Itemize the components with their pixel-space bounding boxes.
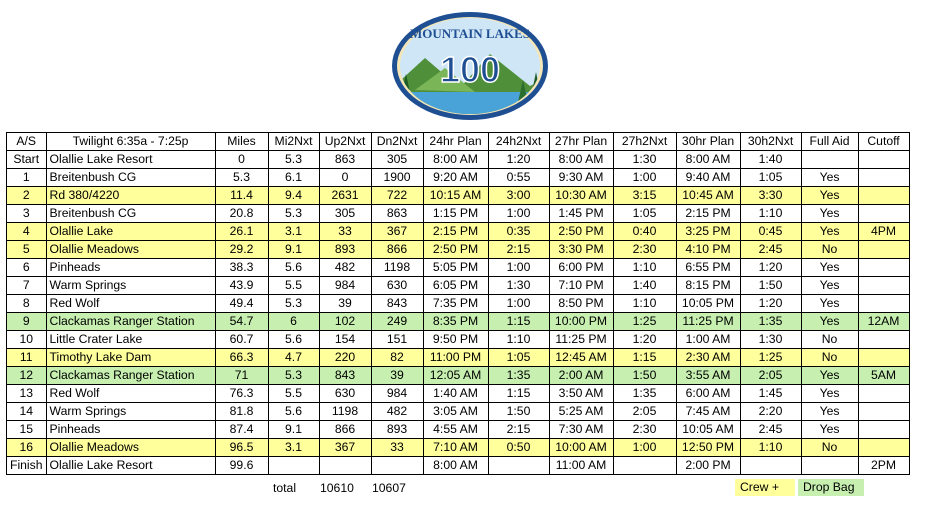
- table-cell: 87.4: [215, 421, 268, 439]
- table-cell: 305: [319, 205, 371, 223]
- column-header: Dn2Nxt: [371, 133, 423, 151]
- table-cell: 984: [319, 277, 371, 295]
- table-cell: Yes: [801, 295, 858, 313]
- table-cell: Breitenbush CG: [46, 205, 215, 223]
- table-cell: 1:30: [613, 151, 676, 169]
- table-cell: 54.7: [215, 313, 268, 331]
- table-cell: 1:15: [613, 349, 676, 367]
- table-cell: Yes: [801, 313, 858, 331]
- table-cell: [488, 457, 549, 475]
- table-cell: [801, 457, 858, 475]
- table-cell: 10:05 PM: [676, 295, 740, 313]
- table-cell: [268, 457, 319, 475]
- table-cell: 1:20: [740, 259, 801, 277]
- table-cell: Warm Springs: [46, 403, 215, 421]
- table-row: [7, 295, 910, 313]
- table-cell: 1:00: [613, 169, 676, 187]
- table-cell: Pinheads: [46, 259, 215, 277]
- table-cell: 7: [7, 277, 47, 295]
- table-cell: 154: [319, 331, 371, 349]
- table-cell: [858, 205, 909, 223]
- table-cell: 10:45 AM: [676, 187, 740, 205]
- column-header: Cutoff: [858, 133, 909, 151]
- table-cell: 2PM: [858, 457, 909, 475]
- table-cell: 5.3: [268, 367, 319, 385]
- table-cell: 2:15: [488, 421, 549, 439]
- table-cell: 5.3: [268, 151, 319, 169]
- table-cell: 2:30: [613, 421, 676, 439]
- table-cell: 2:00 PM: [676, 457, 740, 475]
- table-cell: 9:40 AM: [676, 169, 740, 187]
- logo-number: 100: [439, 49, 501, 90]
- table-cell: 893: [319, 241, 371, 259]
- table-cell: 4:55 AM: [423, 421, 488, 439]
- table-cell: Olallie Lake: [46, 223, 215, 241]
- table-cell: 2: [7, 187, 47, 205]
- table-cell: 4.7: [268, 349, 319, 367]
- table-cell: 10:00 AM: [549, 439, 613, 457]
- table-cell: [858, 295, 909, 313]
- table-cell: 9.4: [268, 187, 319, 205]
- table-cell: 1:00: [613, 439, 676, 457]
- table-cell: 5.5: [268, 277, 319, 295]
- table-cell: 1:05: [740, 169, 801, 187]
- table-cell: 3:30: [740, 187, 801, 205]
- table-cell: Yes: [801, 223, 858, 241]
- table-row: [7, 421, 910, 439]
- table-cell: Finish: [7, 457, 47, 475]
- table-cell: 630: [371, 277, 423, 295]
- table-cell: 1:10: [488, 331, 549, 349]
- table-cell: Yes: [801, 421, 858, 439]
- column-header: 24hr Plan: [423, 133, 488, 151]
- table-cell: [858, 259, 909, 277]
- table-cell: Warm Springs: [46, 277, 215, 295]
- table-cell: 482: [319, 259, 371, 277]
- table-cell: 1:45 PM: [549, 205, 613, 223]
- table-cell: 43.9: [215, 277, 268, 295]
- table-cell: 11: [7, 349, 47, 367]
- table-cell: 2:15: [488, 241, 549, 259]
- table-cell: 2:30: [613, 241, 676, 259]
- table-cell: 20.8: [215, 205, 268, 223]
- mountain-lakes-100-logo: [390, 10, 550, 122]
- table-cell: 8:15 PM: [676, 277, 740, 295]
- table-cell: Yes: [801, 385, 858, 403]
- table-row: [7, 151, 910, 169]
- table-cell: 9.1: [268, 421, 319, 439]
- table-row: [7, 457, 910, 475]
- table-cell: 10:05 AM: [676, 421, 740, 439]
- table-row: [7, 205, 910, 223]
- table-cell: 9:50 PM: [423, 331, 488, 349]
- table-cell: 1:05: [613, 205, 676, 223]
- table-cell: Pinheads: [46, 421, 215, 439]
- table-cell: [858, 349, 909, 367]
- table-cell: [371, 457, 423, 475]
- table-cell: 3.1: [268, 439, 319, 457]
- table-cell: [740, 457, 801, 475]
- table-cell: 1:15: [488, 313, 549, 331]
- table-cell: [858, 439, 909, 457]
- table-cell: 12:50 PM: [676, 439, 740, 457]
- table-cell: 220: [319, 349, 371, 367]
- table-cell: 1:15 PM: [423, 205, 488, 223]
- table-cell: 14: [7, 403, 47, 421]
- table-cell: Olallie Lake Resort: [46, 457, 215, 475]
- table-cell: 76.3: [215, 385, 268, 403]
- table-cell: [858, 403, 909, 421]
- table-cell: 866: [319, 421, 371, 439]
- table-cell: 5.6: [268, 331, 319, 349]
- table-cell: [858, 151, 909, 169]
- table-cell: 2:50 PM: [423, 241, 488, 259]
- table-cell: 99.6: [215, 457, 268, 475]
- column-header: Miles: [215, 133, 268, 151]
- table-cell: Yes: [801, 187, 858, 205]
- table-cell: No: [801, 349, 858, 367]
- table-cell: 1:20: [613, 331, 676, 349]
- table-cell: 1:00: [488, 205, 549, 223]
- table-cell: 843: [319, 367, 371, 385]
- table-cell: 96.5: [215, 439, 268, 457]
- table-cell: 10:15 AM: [423, 187, 488, 205]
- column-header: Up2Nxt: [319, 133, 371, 151]
- table-cell: 866: [371, 241, 423, 259]
- table-cell: 2:45: [740, 241, 801, 259]
- table-cell: 33: [319, 223, 371, 241]
- table-cell: 3:25 PM: [676, 223, 740, 241]
- table-row: [7, 223, 910, 241]
- table-row: [7, 169, 910, 187]
- table-cell: 5.6: [268, 259, 319, 277]
- table-cell: 10:00 PM: [549, 313, 613, 331]
- table-cell: 102: [319, 313, 371, 331]
- table-cell: [858, 241, 909, 259]
- table-cell: 5.3: [268, 295, 319, 313]
- table-cell: 7:45 AM: [676, 403, 740, 421]
- table-cell: 81.8: [215, 403, 268, 421]
- table-row: [7, 385, 910, 403]
- table-cell: 8:50 PM: [549, 295, 613, 313]
- table-cell: 11:00 PM: [423, 349, 488, 367]
- table-cell: 6:00 PM: [549, 259, 613, 277]
- table-cell: Yes: [801, 169, 858, 187]
- table-cell: 5.6: [268, 403, 319, 421]
- table-cell: 1198: [319, 403, 371, 421]
- table-row: [7, 349, 910, 367]
- table-cell: 49.4: [215, 295, 268, 313]
- table-cell: 8:35 PM: [423, 313, 488, 331]
- table-cell: 1:30: [488, 277, 549, 295]
- table-cell: Clackamas Ranger Station: [46, 367, 215, 385]
- table-cell: Breitenbush CG: [46, 169, 215, 187]
- table-cell: 82: [371, 349, 423, 367]
- aid-station-schedule-table: [6, 132, 910, 475]
- table-cell: 863: [371, 205, 423, 223]
- table-row: [7, 313, 910, 331]
- table-cell: 1:40: [740, 151, 801, 169]
- table-cell: 4: [7, 223, 47, 241]
- table-cell: 1:45: [740, 385, 801, 403]
- legend-crew: Crew +: [735, 479, 795, 496]
- table-cell: 39: [319, 295, 371, 313]
- table-cell: [801, 151, 858, 169]
- table-cell: 2:00 AM: [549, 367, 613, 385]
- table-cell: 26.1: [215, 223, 268, 241]
- table-cell: No: [801, 331, 858, 349]
- table-cell: 1:30: [740, 331, 801, 349]
- table-row: [7, 439, 910, 457]
- table-cell: 16: [7, 439, 47, 457]
- table-row: [7, 277, 910, 295]
- table-cell: 8:00 AM: [423, 457, 488, 475]
- table-cell: 984: [371, 385, 423, 403]
- table-cell: 1:25: [740, 349, 801, 367]
- table-cell: 9:30 AM: [549, 169, 613, 187]
- table-cell: 1:20: [488, 151, 549, 169]
- table-cell: 12: [7, 367, 47, 385]
- table-cell: 6.1: [268, 169, 319, 187]
- total-down: 10607: [372, 481, 406, 495]
- table-cell: 151: [371, 331, 423, 349]
- column-header: Mi2Nxt: [268, 133, 319, 151]
- table-cell: 6:00 AM: [676, 385, 740, 403]
- table-cell: 1:00 AM: [676, 331, 740, 349]
- table-row: [7, 187, 910, 205]
- table-cell: Timothy Lake Dam: [46, 349, 215, 367]
- table-cell: 5:05 PM: [423, 259, 488, 277]
- legend-drop-bag: Drop Bag: [798, 479, 864, 496]
- table-cell: 0: [319, 169, 371, 187]
- total-up: 10610: [320, 481, 354, 495]
- header-row: [7, 133, 910, 151]
- table-cell: 11.4: [215, 187, 268, 205]
- table-cell: 7:35 PM: [423, 295, 488, 313]
- table-cell: 3:30 PM: [549, 241, 613, 259]
- table-cell: 1198: [371, 259, 423, 277]
- table-cell: 5.3: [215, 169, 268, 187]
- table-cell: Yes: [801, 277, 858, 295]
- table-cell: 482: [371, 403, 423, 421]
- table-cell: [858, 169, 909, 187]
- table-cell: 3:50 AM: [549, 385, 613, 403]
- table-row: [7, 367, 910, 385]
- table-cell: [858, 277, 909, 295]
- table-cell: 1:00: [488, 259, 549, 277]
- table-cell: 71: [215, 367, 268, 385]
- table-cell: 7:30 AM: [549, 421, 613, 439]
- table-cell: Red Wolf: [46, 385, 215, 403]
- table-cell: 4:10 PM: [676, 241, 740, 259]
- column-header: 30hr Plan: [676, 133, 740, 151]
- table-cell: 0:35: [488, 223, 549, 241]
- table-cell: 8:00 AM: [423, 151, 488, 169]
- table-cell: 8:00 AM: [549, 151, 613, 169]
- table-cell: [858, 421, 909, 439]
- table-cell: 1:10: [740, 205, 801, 223]
- table-cell: 893: [371, 421, 423, 439]
- table-cell: 5.5: [268, 385, 319, 403]
- table-cell: 10: [7, 331, 47, 349]
- table-cell: 5:25 AM: [549, 403, 613, 421]
- table-cell: No: [801, 439, 858, 457]
- table-cell: 7:10 PM: [549, 277, 613, 295]
- table-row: [7, 403, 910, 421]
- column-header: Full Aid: [801, 133, 858, 151]
- table-cell: 6: [7, 259, 47, 277]
- table-cell: 1:50: [740, 277, 801, 295]
- table-cell: 8: [7, 295, 47, 313]
- table-cell: 1:10: [613, 259, 676, 277]
- table-cell: Clackamas Ranger Station: [46, 313, 215, 331]
- table-cell: 1:10: [613, 295, 676, 313]
- column-header: 30h2Nxt: [740, 133, 801, 151]
- table-cell: 12:05 AM: [423, 367, 488, 385]
- column-header: 27hr Plan: [549, 133, 613, 151]
- totals-label: total: [273, 481, 297, 495]
- column-header: 27h2Nxt: [613, 133, 676, 151]
- table-cell: 1:15: [488, 385, 549, 403]
- table-cell: 13: [7, 385, 47, 403]
- table-cell: 9: [7, 313, 47, 331]
- table-cell: 3:00: [488, 187, 549, 205]
- table-cell: 1: [7, 169, 47, 187]
- table-cell: 2:30 AM: [676, 349, 740, 367]
- table-cell: 1:40 AM: [423, 385, 488, 403]
- table-cell: 6:55 PM: [676, 259, 740, 277]
- table-cell: 1:25: [613, 313, 676, 331]
- table-cell: 33: [371, 439, 423, 457]
- table-cell: 1:10: [740, 439, 801, 457]
- table-cell: Start: [7, 151, 47, 169]
- table-cell: 1:00: [488, 295, 549, 313]
- table-cell: Olallie Meadows: [46, 439, 215, 457]
- table-cell: 1:50: [613, 367, 676, 385]
- table-cell: 12:45 AM: [549, 349, 613, 367]
- table-cell: Olallie Meadows: [46, 241, 215, 259]
- table-cell: 2:05: [613, 403, 676, 421]
- table-cell: 722: [371, 187, 423, 205]
- table-cell: [319, 457, 371, 475]
- table-cell: Red Wolf: [46, 295, 215, 313]
- table-cell: 305: [371, 151, 423, 169]
- table-cell: 2:50 PM: [549, 223, 613, 241]
- table-cell: 2631: [319, 187, 371, 205]
- table-cell: 60.7: [215, 331, 268, 349]
- table-cell: 2:15 PM: [423, 223, 488, 241]
- table-cell: 6:05 PM: [423, 277, 488, 295]
- table-cell: 1:35: [488, 367, 549, 385]
- table-cell: 2:15 PM: [676, 205, 740, 223]
- table-row: [7, 259, 910, 277]
- table-cell: Little Crater Lake: [46, 331, 215, 349]
- table-cell: 3:05 AM: [423, 403, 488, 421]
- table-cell: 249: [371, 313, 423, 331]
- table-cell: 11:25 PM: [549, 331, 613, 349]
- table-cell: No: [801, 241, 858, 259]
- table-cell: 367: [371, 223, 423, 241]
- table-cell: 0:55: [488, 169, 549, 187]
- table-cell: 12AM: [858, 313, 909, 331]
- table-cell: 29.2: [215, 241, 268, 259]
- table-cell: [613, 457, 676, 475]
- table-cell: 0:40: [613, 223, 676, 241]
- table-cell: 3:15: [613, 187, 676, 205]
- table-cell: 8:00 AM: [676, 151, 740, 169]
- table-cell: 11:00 AM: [549, 457, 613, 475]
- table-cell: 11:25 PM: [676, 313, 740, 331]
- table-cell: 0:50: [488, 439, 549, 457]
- table-cell: [858, 331, 909, 349]
- table-cell: Rd 380/4220: [46, 187, 215, 205]
- table-cell: Olallie Lake Resort: [46, 151, 215, 169]
- table-cell: 863: [319, 151, 371, 169]
- table-cell: 39: [371, 367, 423, 385]
- table-cell: 843: [371, 295, 423, 313]
- table-cell: 9.1: [268, 241, 319, 259]
- table-cell: 5AM: [858, 367, 909, 385]
- table-cell: 3: [7, 205, 47, 223]
- table-cell: 0: [215, 151, 268, 169]
- table-cell: 2:20: [740, 403, 801, 421]
- table-cell: 5: [7, 241, 47, 259]
- table-cell: 630: [319, 385, 371, 403]
- table-cell: 3.1: [268, 223, 319, 241]
- table-cell: 5.3: [268, 205, 319, 223]
- table-cell: [858, 187, 909, 205]
- table-cell: 2:05: [740, 367, 801, 385]
- table-cell: 1:20: [740, 295, 801, 313]
- table-cell: Yes: [801, 403, 858, 421]
- table-cell: Yes: [801, 205, 858, 223]
- table-cell: Yes: [801, 367, 858, 385]
- column-header: Twilight 6:35a - 7:25p: [46, 133, 215, 151]
- table-cell: 38.3: [215, 259, 268, 277]
- table-cell: 10:30 AM: [549, 187, 613, 205]
- table-cell: 15: [7, 421, 47, 439]
- table-cell: 1900: [371, 169, 423, 187]
- table-cell: 1:05: [488, 349, 549, 367]
- table-cell: 66.3: [215, 349, 268, 367]
- table-cell: 4PM: [858, 223, 909, 241]
- table-cell: 1:35: [613, 385, 676, 403]
- table-row: [7, 241, 910, 259]
- table-cell: 1:35: [740, 313, 801, 331]
- table-cell: 367: [319, 439, 371, 457]
- logo-title: MOUNTAIN LAKES: [409, 26, 531, 41]
- table-cell: 3:55 AM: [676, 367, 740, 385]
- table-cell: 9:20 AM: [423, 169, 488, 187]
- table-cell: [858, 385, 909, 403]
- table-cell: Yes: [801, 259, 858, 277]
- table-row: [7, 331, 910, 349]
- table-cell: 6: [268, 313, 319, 331]
- column-header: A/S: [7, 133, 47, 151]
- column-header: 24h2Nxt: [488, 133, 549, 151]
- table-cell: 1:40: [613, 277, 676, 295]
- table-cell: 0:45: [740, 223, 801, 241]
- table-cell: 7:10 AM: [423, 439, 488, 457]
- table-cell: 2:45: [740, 421, 801, 439]
- table-cell: 1:50: [488, 403, 549, 421]
